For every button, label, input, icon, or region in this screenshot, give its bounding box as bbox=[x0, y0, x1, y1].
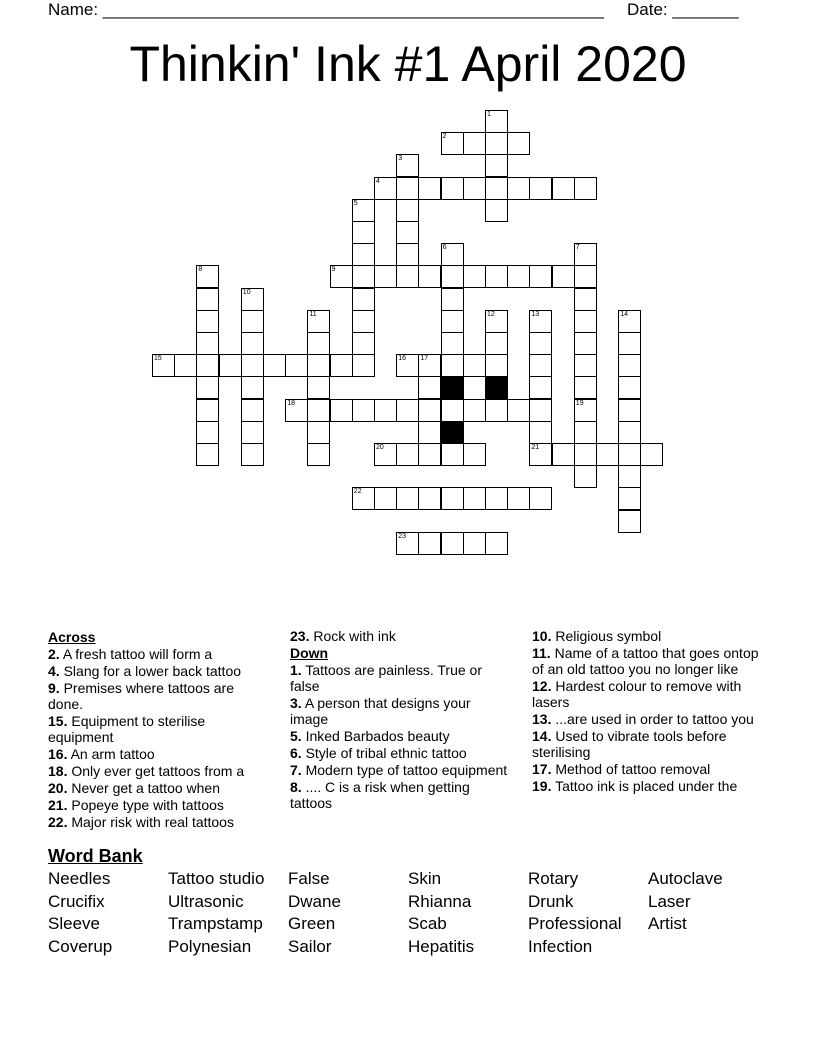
grid-cell[interactable] bbox=[285, 354, 308, 377]
grid-cell[interactable] bbox=[196, 443, 219, 466]
grid-cell[interactable] bbox=[618, 510, 641, 533]
grid-cell[interactable] bbox=[574, 288, 597, 311]
grid-cell[interactable] bbox=[174, 354, 197, 377]
clue-across-9: 9. Premises where tattoos are done. bbox=[48, 680, 234, 712]
grid-cell[interactable] bbox=[396, 265, 419, 288]
cell-number: 16 bbox=[398, 355, 406, 363]
grid-cell[interactable] bbox=[441, 177, 464, 200]
grid-cell[interactable] bbox=[352, 332, 375, 355]
grid-cell[interactable] bbox=[396, 354, 419, 377]
word-bank-item: Dwane bbox=[288, 891, 341, 911]
grid-cell[interactable] bbox=[352, 221, 375, 244]
grid-cell[interactable] bbox=[529, 421, 552, 444]
grid-cell[interactable] bbox=[574, 332, 597, 355]
clue-across-18: 18. Only ever get tattoos from a bbox=[48, 763, 245, 779]
clues-column-1 bbox=[48, 628, 268, 831]
grid-cell[interactable] bbox=[485, 532, 508, 555]
date-field-label: Date: _______ bbox=[627, 0, 739, 19]
grid-cell[interactable] bbox=[574, 243, 597, 266]
word-bank-title: Word Bank bbox=[48, 846, 143, 866]
cell-number: 7 bbox=[575, 244, 580, 252]
word-bank-item: Artist bbox=[648, 914, 687, 934]
cell-number: 12 bbox=[487, 310, 495, 318]
grid-cell[interactable] bbox=[352, 199, 375, 222]
grid-cell[interactable] bbox=[418, 443, 441, 466]
grid-cell[interactable] bbox=[485, 310, 508, 333]
grid-cell[interactable] bbox=[485, 354, 508, 377]
grid-cell[interactable] bbox=[485, 332, 508, 355]
grid-cell[interactable] bbox=[463, 265, 486, 288]
word-bank-item: Infection bbox=[528, 936, 593, 956]
word-bank-item: Tattoo studio bbox=[168, 869, 265, 888]
grid-cell[interactable] bbox=[529, 443, 552, 466]
grid-cell[interactable] bbox=[574, 354, 597, 377]
grid-cell[interactable] bbox=[485, 487, 508, 510]
grid-cell[interactable] bbox=[463, 354, 486, 377]
grid-cell[interactable] bbox=[241, 399, 264, 422]
grid-cell[interactable] bbox=[418, 177, 441, 200]
grid-cell[interactable] bbox=[418, 354, 441, 377]
word-bank-item: Hepatitis bbox=[408, 936, 475, 956]
grid-cell[interactable] bbox=[463, 132, 486, 155]
grid-cell[interactable] bbox=[196, 332, 219, 355]
grid-cell[interactable] bbox=[441, 399, 464, 422]
grid-cell[interactable] bbox=[352, 288, 375, 311]
word-bank-item: Ultrasonic bbox=[168, 891, 244, 911]
grid-cell[interactable] bbox=[529, 332, 552, 355]
grid-cell[interactable] bbox=[241, 354, 264, 377]
grid-cell[interactable] bbox=[307, 354, 330, 377]
grid-cell[interactable] bbox=[330, 265, 353, 288]
grid-cell[interactable] bbox=[507, 487, 530, 510]
name-field-label: Name: _____________________________________________________ bbox=[48, 0, 604, 19]
cell-number: 15 bbox=[154, 355, 162, 363]
word-bank-item: Crucifix bbox=[48, 891, 105, 911]
grid-cell[interactable] bbox=[241, 421, 264, 444]
cell-number: 19 bbox=[575, 399, 584, 407]
grid-cell[interactable] bbox=[574, 465, 597, 488]
cell-number: 18 bbox=[287, 399, 295, 407]
grid-cell[interactable] bbox=[618, 332, 641, 355]
word-bank-item: Polynesian bbox=[168, 936, 252, 956]
word-bank-item: Green bbox=[288, 914, 336, 934]
grid-cell[interactable] bbox=[196, 288, 219, 311]
grid-cell[interactable] bbox=[441, 532, 464, 555]
grid-cell[interactable] bbox=[574, 399, 597, 422]
word-bank-item: Laser bbox=[648, 891, 691, 911]
grid-cell[interactable] bbox=[618, 421, 641, 444]
grid-cell[interactable] bbox=[418, 487, 441, 510]
grid-cell[interactable] bbox=[507, 132, 530, 155]
grid-cell[interactable] bbox=[574, 310, 597, 333]
grid-cell[interactable] bbox=[307, 421, 330, 444]
clues-column-2 bbox=[290, 628, 510, 812]
grid-cell[interactable] bbox=[396, 199, 419, 222]
grid-cell[interactable] bbox=[618, 376, 641, 399]
grid-cell[interactable] bbox=[241, 288, 264, 311]
grid-cell[interactable] bbox=[307, 332, 330, 355]
grid-cell[interactable] bbox=[374, 399, 397, 422]
grid-cell[interactable] bbox=[441, 288, 464, 311]
grid-cell[interactable] bbox=[396, 532, 419, 555]
grid-cell[interactable] bbox=[574, 421, 597, 444]
grid-cell[interactable] bbox=[396, 221, 419, 244]
cell-number: 10 bbox=[242, 288, 251, 296]
grid-cell[interactable] bbox=[418, 421, 441, 444]
grid-cell[interactable] bbox=[352, 399, 375, 422]
grid-cell[interactable] bbox=[241, 332, 264, 355]
grid-cell[interactable] bbox=[574, 265, 597, 288]
grid-cell[interactable] bbox=[374, 177, 397, 200]
grid-cell[interactable] bbox=[374, 487, 397, 510]
grid-cell[interactable] bbox=[463, 177, 486, 200]
cell-number: 21 bbox=[531, 444, 540, 451]
cell-number: 8 bbox=[198, 266, 203, 274]
clue-down-6: 6. Style of tribal ethnic tattoo bbox=[290, 745, 467, 761]
clues-column-3 bbox=[532, 628, 764, 795]
grid-cell[interactable] bbox=[441, 443, 464, 466]
clue-across-20: 20. Never get a tattoo when bbox=[48, 780, 221, 796]
word-bank-item: Professional bbox=[528, 914, 622, 934]
cell-number: 22 bbox=[353, 488, 362, 496]
cell-number: 1 bbox=[487, 111, 491, 118]
grid-cell[interactable] bbox=[463, 487, 486, 510]
black-cell bbox=[485, 376, 508, 399]
grid-cell[interactable] bbox=[396, 243, 419, 266]
grid-cell[interactable] bbox=[307, 310, 330, 333]
word-bank-item: Needles bbox=[48, 869, 111, 888]
clue-down-1: 1. Tattoos are painless. True or false bbox=[290, 662, 482, 694]
grid-cell[interactable] bbox=[529, 399, 552, 422]
word-bank-item: Rotary bbox=[528, 869, 579, 888]
grid-cell[interactable] bbox=[574, 443, 597, 466]
grid-cell[interactable] bbox=[396, 443, 419, 466]
grid-cell[interactable] bbox=[618, 399, 641, 422]
grid-cell[interactable] bbox=[307, 376, 330, 399]
grid-cell[interactable] bbox=[330, 354, 353, 377]
grid-cell[interactable] bbox=[374, 443, 397, 466]
page-title: Thinkin' Ink #1 April 2020 bbox=[129, 36, 687, 92]
grid-cell[interactable] bbox=[507, 399, 530, 422]
clue-across-21: 21. Popeye type with tattoos bbox=[48, 797, 224, 813]
grid-cell[interactable] bbox=[307, 399, 330, 422]
clue-across-2: 2. A fresh tattoo will form a bbox=[48, 646, 213, 662]
grid-cell[interactable] bbox=[618, 487, 641, 510]
word-bank-item: Sleeve bbox=[48, 914, 100, 934]
grid-cell[interactable] bbox=[418, 532, 441, 555]
black-cell bbox=[441, 421, 464, 444]
grid-cell[interactable] bbox=[529, 487, 552, 510]
clue-across-16: 16. An arm tattoo bbox=[48, 746, 155, 762]
word-bank bbox=[48, 868, 768, 958]
grid-cell[interactable] bbox=[352, 310, 375, 333]
grid-cell[interactable] bbox=[618, 354, 641, 377]
grid-cell[interactable] bbox=[529, 177, 552, 200]
grid-cell[interactable] bbox=[463, 532, 486, 555]
grid-cell[interactable] bbox=[241, 376, 264, 399]
grid-cell[interactable] bbox=[574, 376, 597, 399]
grid-cell[interactable] bbox=[352, 487, 375, 510]
clue-across-15: 15. Equipment to sterilise equipment bbox=[48, 713, 206, 745]
clue-down-5: 5. Inked Barbados beauty bbox=[290, 728, 450, 744]
grid-cell[interactable] bbox=[441, 243, 464, 266]
grid-cell[interactable] bbox=[552, 265, 575, 288]
grid-cell[interactable] bbox=[307, 443, 330, 466]
word-bank-item: Scab bbox=[408, 914, 447, 934]
grid-cell[interactable] bbox=[352, 354, 375, 377]
grid-cell[interactable] bbox=[485, 265, 508, 288]
grid-cell[interactable] bbox=[196, 354, 219, 377]
grid-cell[interactable] bbox=[418, 265, 441, 288]
grid-cell[interactable] bbox=[196, 376, 219, 399]
clue-down-8: 8. .... C is a risk when getting tattoos bbox=[290, 779, 470, 811]
grid-cell[interactable] bbox=[618, 310, 641, 333]
grid-cell[interactable] bbox=[352, 265, 375, 288]
word-bank-item: Autoclave bbox=[648, 869, 723, 888]
grid-cell[interactable] bbox=[618, 443, 641, 466]
grid-cell[interactable] bbox=[441, 132, 464, 155]
grid-cell[interactable] bbox=[529, 265, 552, 288]
clue-down-19: 19. Tattoo ink is placed under the bbox=[532, 778, 738, 794]
grid-cell[interactable] bbox=[441, 310, 464, 333]
grid-cell[interactable] bbox=[441, 265, 464, 288]
across-heading: Across bbox=[48, 629, 96, 645]
grid-cell[interactable] bbox=[441, 487, 464, 510]
grid-cell[interactable] bbox=[485, 110, 508, 133]
cell-number: 6 bbox=[442, 244, 447, 252]
grid-cell[interactable] bbox=[241, 310, 264, 333]
grid-cell[interactable] bbox=[396, 487, 419, 510]
word-bank-item: Trampstamp bbox=[168, 914, 263, 934]
grid-cell[interactable] bbox=[352, 243, 375, 266]
clue-down-11: 11. Name of a tattoo that goes ontop of an old tattoo you no longer like bbox=[532, 645, 759, 677]
grid-cell[interactable] bbox=[330, 399, 353, 422]
clue-across-22: 22. Major risk with real tattoos bbox=[48, 814, 234, 830]
word-bank-item: Rhianna bbox=[408, 891, 472, 911]
grid-cell[interactable] bbox=[640, 443, 663, 466]
grid-cell[interactable] bbox=[196, 265, 219, 288]
cell-number: 11 bbox=[309, 310, 317, 318]
grid-cell[interactable] bbox=[396, 154, 419, 177]
cell-number: 9 bbox=[331, 266, 336, 274]
grid-cell[interactable] bbox=[196, 399, 219, 422]
grid-cell[interactable] bbox=[618, 465, 641, 488]
grid-cell[interactable] bbox=[396, 399, 419, 422]
black-cell bbox=[441, 376, 464, 399]
cell-number: 13 bbox=[531, 310, 540, 318]
grid-cell[interactable] bbox=[552, 443, 575, 466]
cell-number: 20 bbox=[376, 444, 384, 451]
cell-number: 14 bbox=[620, 310, 628, 318]
word-bank-item: Coverup bbox=[48, 936, 113, 956]
word-bank-item: Sailor bbox=[288, 936, 332, 956]
grid-cell[interactable] bbox=[507, 265, 530, 288]
grid-cell[interactable] bbox=[441, 332, 464, 355]
grid-cell[interactable] bbox=[219, 354, 242, 377]
grid-cell[interactable] bbox=[485, 154, 508, 177]
grid-cell[interactable] bbox=[596, 443, 619, 466]
grid-cell[interactable] bbox=[574, 177, 597, 200]
grid-cell[interactable] bbox=[552, 177, 575, 200]
grid-cell[interactable] bbox=[485, 399, 508, 422]
grid-cell[interactable] bbox=[241, 443, 264, 466]
word-bank-item: Drunk bbox=[528, 891, 574, 911]
clue-down-12: 12. Hardest colour to remove with lasers bbox=[532, 678, 742, 710]
clue-across-23: 23. Rock with ink bbox=[290, 628, 396, 644]
cell-number: 2 bbox=[442, 133, 447, 141]
cell-number: 4 bbox=[376, 177, 380, 185]
cell-number: 3 bbox=[398, 155, 403, 163]
grid-cell[interactable] bbox=[152, 354, 175, 377]
clue-down-14: 14. Used to vibrate tools before sterilising bbox=[532, 728, 727, 760]
grid-cell[interactable] bbox=[441, 354, 464, 377]
grid-cell[interactable] bbox=[529, 354, 552, 377]
down-heading: Down bbox=[290, 645, 329, 661]
grid-cell[interactable] bbox=[485, 199, 508, 222]
grid-cell[interactable] bbox=[263, 354, 286, 377]
grid-cell[interactable] bbox=[507, 177, 530, 200]
grid-cell[interactable] bbox=[396, 177, 419, 200]
grid-cell[interactable] bbox=[529, 376, 552, 399]
grid-cell[interactable] bbox=[196, 310, 219, 333]
grid-cell[interactable] bbox=[529, 310, 552, 333]
grid-cell[interactable] bbox=[463, 399, 486, 422]
grid-cell[interactable] bbox=[485, 177, 508, 200]
clue-across-4: 4. Slang for a lower back tattoo bbox=[48, 663, 242, 679]
clue-down-13: 13. ...are used in order to tattoo you bbox=[532, 711, 754, 727]
cell-number: 17 bbox=[420, 355, 429, 363]
grid-cell[interactable] bbox=[485, 132, 508, 155]
grid-cell[interactable] bbox=[418, 376, 441, 399]
word-bank-item: Skin bbox=[408, 869, 442, 888]
grid-cell[interactable] bbox=[418, 399, 441, 422]
grid-cell[interactable] bbox=[285, 399, 308, 422]
grid-cell[interactable] bbox=[374, 265, 397, 288]
cell-number: 23 bbox=[398, 532, 406, 540]
clue-down-10: 10. Religious symbol bbox=[532, 628, 662, 644]
grid-cell[interactable] bbox=[196, 421, 219, 444]
cell-number: 5 bbox=[353, 199, 358, 207]
clue-down-17: 17. Method of tattoo removal bbox=[532, 761, 711, 777]
word-bank-item: False bbox=[288, 869, 330, 888]
grid-cell[interactable] bbox=[463, 443, 486, 466]
clue-down-3: 3. A person that designs your image bbox=[290, 695, 471, 727]
clue-down-7: 7. Modern type of tattoo equipment bbox=[290, 762, 508, 778]
